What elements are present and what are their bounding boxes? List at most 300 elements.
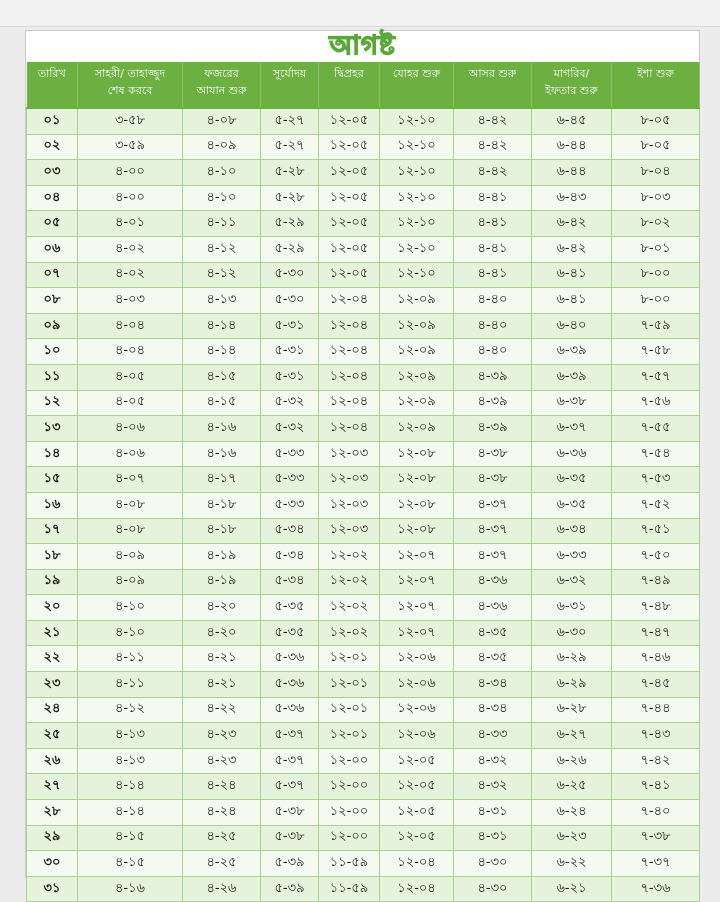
cell-fajr: ৪-২৫ <box>183 825 261 851</box>
cell-date: ১৯ <box>27 569 78 595</box>
cell-isha: ৭-৪৯ <box>612 569 700 595</box>
cell-sunrise: ৫-৩০ <box>261 288 319 314</box>
table-row <box>27 364 700 390</box>
cell-sunrise: ৫-৩২ <box>261 390 319 416</box>
cell-fajr: ৪-০৯ <box>183 134 261 160</box>
cell-sunrise: ৫-৩৬ <box>261 697 319 723</box>
cell-maghrib: ৬-২৯ <box>532 672 612 698</box>
table-row <box>27 262 700 288</box>
cell-sunrise: ৫-৩৭ <box>261 774 319 800</box>
cell-maghrib: ৬-৪০ <box>532 313 612 339</box>
cell-noon: ১২-০২ <box>319 569 380 595</box>
cell-fajr: ৪-১৩ <box>183 288 261 314</box>
cell-dhuhr: ১২-০৭ <box>380 569 454 595</box>
cell-sunrise: ৫-৩৩ <box>261 441 319 467</box>
cell-dhuhr: ১২-০৫ <box>380 774 454 800</box>
cell-fajr: ৪-১৯ <box>183 569 261 595</box>
cell-sehri: ৪-১১ <box>78 672 183 698</box>
cell-dhuhr: ১২-০৯ <box>380 313 454 339</box>
table-row <box>27 134 700 160</box>
cell-asr: ৪-৪১ <box>454 236 532 262</box>
cell-sunrise: ৫-৩৫ <box>261 595 319 621</box>
cell-date: ১১ <box>27 364 78 390</box>
cell-isha: ৭-৪৫ <box>612 672 700 698</box>
cell-sehri: ৪-১৩ <box>78 748 183 774</box>
cell-noon: ১২-০৫ <box>319 236 380 262</box>
table-row <box>27 441 700 467</box>
cell-date: ০৮ <box>27 288 78 314</box>
cell-noon: ১২-০৩ <box>319 441 380 467</box>
cell-isha: ৮-০০ <box>612 288 700 314</box>
cell-sehri: ৪-০৯ <box>78 544 183 570</box>
cell-maghrib: ৬-৩৩ <box>532 544 612 570</box>
cell-sehri: ৪-০৭ <box>78 467 183 493</box>
cell-noon: ১২-০২ <box>319 620 380 646</box>
table-row <box>27 160 700 186</box>
cell-sunrise: ৫-২৭ <box>261 134 319 160</box>
cell-maghrib: ৬-৪৩ <box>532 185 612 211</box>
cell-sehri: ৪-০২ <box>78 236 183 262</box>
cell-maghrib: ৬-৩০ <box>532 620 612 646</box>
cell-noon: ১২-০০ <box>319 774 380 800</box>
cell-date: ১৮ <box>27 544 78 570</box>
cell-asr: ৪-৪২ <box>454 160 532 186</box>
cell-fajr: ৪-২১ <box>183 646 261 672</box>
table-row <box>27 492 700 518</box>
cell-isha: ৭-৫৩ <box>612 467 700 493</box>
cell-sehri: ৪-০৫ <box>78 390 183 416</box>
cell-isha: ৭-৩৬ <box>612 876 700 902</box>
cell-date: ১২ <box>27 390 78 416</box>
cell-isha: ৮-০১ <box>612 236 700 262</box>
cell-isha: ৭-৫৮ <box>612 339 700 365</box>
cell-asr: ৪-৩৯ <box>454 416 532 442</box>
cell-sehri: ৪-০২ <box>78 262 183 288</box>
cell-sehri: ৩-৫৯ <box>78 134 183 160</box>
cell-fajr: ৪-২০ <box>183 595 261 621</box>
cell-sunrise: ৫-৩৯ <box>261 851 319 877</box>
cell-sunrise: ৫-২৮ <box>261 185 319 211</box>
cell-date: ২১ <box>27 620 78 646</box>
cell-isha: ৭-৫৯ <box>612 313 700 339</box>
cell-maghrib: ৬-২৭ <box>532 723 612 749</box>
prayer-time-table <box>26 62 700 902</box>
cell-date: ২২ <box>27 646 78 672</box>
cell-maghrib: ৬-৩৭ <box>532 416 612 442</box>
cell-fajr: ৪-২০ <box>183 620 261 646</box>
cell-date: ০১ <box>27 108 78 134</box>
table-row <box>27 518 700 544</box>
cell-date: ০২ <box>27 134 78 160</box>
cell-sunrise: ৫-২৯ <box>261 236 319 262</box>
cell-sunrise: ৫-৩৪ <box>261 518 319 544</box>
cell-fajr: ৪-২৩ <box>183 748 261 774</box>
cell-date: ১৫ <box>27 467 78 493</box>
cell-sehri: ৪-০৯ <box>78 569 183 595</box>
cell-asr: ৪-৩০ <box>454 876 532 902</box>
cell-dhuhr: ১২-০৫ <box>380 825 454 851</box>
cell-asr: ৪-৩৭ <box>454 518 532 544</box>
header-date: তারিখ <box>27 62 78 108</box>
cell-sehri: ৪-১১ <box>78 646 183 672</box>
cell-fajr: ৪-১৬ <box>183 441 261 467</box>
cell-fajr: ৪-২৬ <box>183 876 261 902</box>
cell-fajr: ৪-১০ <box>183 160 261 186</box>
cell-date: ১৪ <box>27 441 78 467</box>
cell-sunrise: ৫-৩৩ <box>261 467 319 493</box>
cell-maghrib: ৬-৪২ <box>532 211 612 237</box>
cell-maghrib: ৬-৩১ <box>532 595 612 621</box>
cell-asr: ৪-৩৫ <box>454 646 532 672</box>
cell-sunrise: ৫-৩৩ <box>261 492 319 518</box>
table-row <box>27 185 700 211</box>
cell-isha: ৭-৪৬ <box>612 646 700 672</box>
cell-asr: ৪-৪১ <box>454 262 532 288</box>
cell-date: ০৩ <box>27 160 78 186</box>
cell-fajr: ৪-২৪ <box>183 774 261 800</box>
cell-date: ২৯ <box>27 825 78 851</box>
cell-date: ০৭ <box>27 262 78 288</box>
cell-asr: ৪-৩৭ <box>454 492 532 518</box>
cell-dhuhr: ১২-০৭ <box>380 595 454 621</box>
cell-date: ২৪ <box>27 697 78 723</box>
header-isha: ইশা শুরু <box>612 62 700 108</box>
table-row <box>27 467 700 493</box>
cell-sunrise: ৫-৩৪ <box>261 569 319 595</box>
cell-sehri: ৪-০৪ <box>78 339 183 365</box>
cell-dhuhr: ১২-১০ <box>380 236 454 262</box>
cell-dhuhr: ১২-১০ <box>380 262 454 288</box>
cell-asr: ৪-৩২ <box>454 774 532 800</box>
cell-isha: ৭-৪০ <box>612 800 700 826</box>
table-row <box>27 544 700 570</box>
cell-noon: ১২-০৩ <box>319 467 380 493</box>
cell-date: ০৬ <box>27 236 78 262</box>
cell-sunrise: ৫-৩৯ <box>261 876 319 902</box>
cell-noon: ১২-০১ <box>319 646 380 672</box>
cell-dhuhr: ১২-০৬ <box>380 646 454 672</box>
cell-date: ১০ <box>27 339 78 365</box>
cell-date: ৩১ <box>27 876 78 902</box>
cell-isha: ৭-৫৫ <box>612 416 700 442</box>
cell-dhuhr: ১২-০৭ <box>380 620 454 646</box>
cell-fajr: ৪-১২ <box>183 262 261 288</box>
header-asr: আসর শুরু <box>454 62 532 108</box>
table-row <box>27 697 700 723</box>
cell-fajr: ৪-১৫ <box>183 390 261 416</box>
header-maghrib: মাগরিব/ ইফতার শুরু <box>532 62 612 108</box>
cell-isha: ৭-৫০ <box>612 544 700 570</box>
cell-noon: ১২-০০ <box>319 825 380 851</box>
cell-date: ০৯ <box>27 313 78 339</box>
cell-noon: ১২-০১ <box>319 723 380 749</box>
cell-fajr: ৪-২৩ <box>183 723 261 749</box>
cell-maghrib: ৬-৪২ <box>532 236 612 262</box>
header-fajr: ফজরের আযান শুরু <box>183 62 261 108</box>
cell-maghrib: ৬-৪৫ <box>532 108 612 134</box>
cell-noon: ১২-০৫ <box>319 185 380 211</box>
cell-isha: ৮-০৫ <box>612 108 700 134</box>
cell-asr: ৪-৩৯ <box>454 364 532 390</box>
cell-sehri: ৪-১৬ <box>78 876 183 902</box>
cell-fajr: ৪-১০ <box>183 185 261 211</box>
cell-noon: ১১-৫৯ <box>319 876 380 902</box>
cell-sunrise: ৫-৩৬ <box>261 672 319 698</box>
table-row <box>27 313 700 339</box>
cell-noon: ১২-০০ <box>319 800 380 826</box>
cell-asr: ৪-৩২ <box>454 748 532 774</box>
cell-sehri: ৪-০৫ <box>78 364 183 390</box>
cell-maghrib: ৬-২৮ <box>532 697 612 723</box>
cell-asr: ৪-৩১ <box>454 825 532 851</box>
cell-fajr: ৪-১৮ <box>183 492 261 518</box>
cell-isha: ৭-৫৪ <box>612 441 700 467</box>
cell-maghrib: ৬-২৩ <box>532 825 612 851</box>
table-row <box>27 236 700 262</box>
cell-sehri: ৪-০০ <box>78 160 183 186</box>
cell-noon: ১২-০০ <box>319 748 380 774</box>
cell-fajr: ৪-১৭ <box>183 467 261 493</box>
table-row <box>27 876 700 902</box>
cell-dhuhr: ১২-০৪ <box>380 876 454 902</box>
cell-dhuhr: ১২-০৮ <box>380 441 454 467</box>
table-row <box>27 851 700 877</box>
cell-noon: ১২-০৫ <box>319 262 380 288</box>
cell-fajr: ৪-১২ <box>183 236 261 262</box>
cell-noon: ১২-০১ <box>319 672 380 698</box>
cell-sehri: ৪-১৩ <box>78 723 183 749</box>
cell-noon: ১২-০২ <box>319 544 380 570</box>
table-row <box>27 672 700 698</box>
cell-asr: ৪-৩৫ <box>454 620 532 646</box>
cell-dhuhr: ১২-০৫ <box>380 748 454 774</box>
cell-isha: ৮-০৩ <box>612 185 700 211</box>
table-row <box>27 108 700 134</box>
cell-sunrise: ৫-৩১ <box>261 313 319 339</box>
cell-maghrib: ৬-২৬ <box>532 748 612 774</box>
document-page <box>25 30 700 896</box>
cell-sehri: ৪-০৪ <box>78 313 183 339</box>
cell-isha: ৭-৫৭ <box>612 364 700 390</box>
cell-isha: ৭-৫৬ <box>612 390 700 416</box>
cell-maghrib: ৬-৩২ <box>532 569 612 595</box>
cell-maghrib: ৬-৩৫ <box>532 467 612 493</box>
table-row <box>27 390 700 416</box>
cell-sehri: ৪-১৪ <box>78 774 183 800</box>
cell-sunrise: ৫-২৯ <box>261 211 319 237</box>
cell-maghrib: ৬-৪১ <box>532 288 612 314</box>
cell-dhuhr: ১২-০৮ <box>380 467 454 493</box>
cell-fajr: ৪-২৫ <box>183 851 261 877</box>
cell-dhuhr: ১২-০৬ <box>380 672 454 698</box>
cell-fajr: ৪-১১ <box>183 211 261 237</box>
cell-fajr: ৪-২৪ <box>183 800 261 826</box>
cell-fajr: ৪-২১ <box>183 672 261 698</box>
cell-asr: ৪-৩৮ <box>454 467 532 493</box>
cell-date: ১৬ <box>27 492 78 518</box>
cell-noon: ১২-০৫ <box>319 160 380 186</box>
cell-sehri: ৪-০১ <box>78 211 183 237</box>
cell-date: ০৫ <box>27 211 78 237</box>
cell-sunrise: ৫-৩০ <box>261 262 319 288</box>
cell-fajr: ৪-১৪ <box>183 339 261 365</box>
viewer-top-bar <box>0 0 720 27</box>
cell-noon: ১১-৫৯ <box>319 851 380 877</box>
header-sehri: সাহরী/ তাহাজ্জুদ শেষ করবে <box>78 62 183 108</box>
cell-isha: ৭-৩৭ <box>612 851 700 877</box>
cell-date: ২০ <box>27 595 78 621</box>
cell-asr: ৪-৩৭ <box>454 544 532 570</box>
cell-date: ১৩ <box>27 416 78 442</box>
cell-sunrise: ৫-৩১ <box>261 364 319 390</box>
cell-asr: ৪-৩৮ <box>454 441 532 467</box>
table-row <box>27 825 700 851</box>
cell-asr: ৪-৪১ <box>454 211 532 237</box>
table-row <box>27 620 700 646</box>
cell-dhuhr: ১২-০৭ <box>380 544 454 570</box>
cell-maghrib: ৬-৩৯ <box>532 364 612 390</box>
cell-sehri: ৪-১০ <box>78 595 183 621</box>
table-row <box>27 569 700 595</box>
cell-sehri: ৪-০০ <box>78 185 183 211</box>
cell-maghrib: ৬-৩৬ <box>532 441 612 467</box>
cell-sehri: ৪-০৬ <box>78 441 183 467</box>
cell-sehri: ৪-১৪ <box>78 800 183 826</box>
cell-dhuhr: ১২-১০ <box>380 108 454 134</box>
cell-dhuhr: ১২-০৯ <box>380 339 454 365</box>
cell-isha: ৭-৪৩ <box>612 723 700 749</box>
cell-isha: ৭-৪৮ <box>612 595 700 621</box>
cell-isha: ৮-০৪ <box>612 160 700 186</box>
cell-noon: ১২-০৪ <box>319 416 380 442</box>
cell-maghrib: ৬-২৪ <box>532 800 612 826</box>
cell-isha: ৭-৫২ <box>612 492 700 518</box>
cell-isha: ৭-৫১ <box>612 518 700 544</box>
cell-noon: ১২-০৪ <box>319 364 380 390</box>
cell-asr: ৪-৪০ <box>454 313 532 339</box>
table-row <box>27 800 700 826</box>
cell-sunrise: ৫-৩৮ <box>261 825 319 851</box>
cell-asr: ৪-৩৯ <box>454 390 532 416</box>
cell-dhuhr: ১২-০৯ <box>380 364 454 390</box>
cell-asr: ৪-৪১ <box>454 185 532 211</box>
cell-maghrib: ৬-২৫ <box>532 774 612 800</box>
cell-sunrise: ৫-৩১ <box>261 339 319 365</box>
cell-sunrise: ৫-৩৪ <box>261 544 319 570</box>
cell-fajr: ৪-১৮ <box>183 518 261 544</box>
cell-fajr: ৪-১৫ <box>183 364 261 390</box>
cell-date: ০৪ <box>27 185 78 211</box>
cell-sunrise: ৫-৩৮ <box>261 800 319 826</box>
cell-sehri: ৪-০৬ <box>78 416 183 442</box>
cell-fajr: ৪-১৬ <box>183 416 261 442</box>
cell-sehri: ৪-০৩ <box>78 288 183 314</box>
header-dhuhr: যোহর শুরু <box>380 62 454 108</box>
cell-date: ৩০ <box>27 851 78 877</box>
cell-isha: ৭-৪৭ <box>612 620 700 646</box>
cell-dhuhr: ১২-০৬ <box>380 723 454 749</box>
cell-fajr: ৪-১৯ <box>183 544 261 570</box>
cell-noon: ১২-০৪ <box>319 339 380 365</box>
cell-dhuhr: ১২-০৮ <box>380 492 454 518</box>
cell-asr: ৪-৪২ <box>454 108 532 134</box>
cell-asr: ৪-৩১ <box>454 800 532 826</box>
cell-isha: ৭-৪১ <box>612 774 700 800</box>
header-noon: দ্বিপ্রহর <box>319 62 380 108</box>
cell-isha: ৭-৪৪ <box>612 697 700 723</box>
cell-maghrib: ৬-৪৪ <box>532 134 612 160</box>
cell-noon: ১২-০২ <box>319 595 380 621</box>
cell-dhuhr: ১২-০৯ <box>380 416 454 442</box>
header-row <box>27 62 700 108</box>
cell-noon: ১২-০৪ <box>319 288 380 314</box>
header-sunrise: সূর্যোদয় <box>261 62 319 108</box>
cell-asr: ৪-৪২ <box>454 134 532 160</box>
cell-sehri: ৪-১২ <box>78 697 183 723</box>
cell-maghrib: ৬-২১ <box>532 876 612 902</box>
table-row <box>27 774 700 800</box>
cell-noon: ১২-০৪ <box>319 390 380 416</box>
cell-maghrib: ৬-৩৫ <box>532 492 612 518</box>
cell-sehri: ৩-৫৮ <box>78 108 183 134</box>
cell-sunrise: ৫-৩৬ <box>261 646 319 672</box>
cell-asr: ৪-৩৩ <box>454 723 532 749</box>
table-row <box>27 416 700 442</box>
cell-noon: ১২-০৫ <box>319 134 380 160</box>
cell-dhuhr: ১২-১০ <box>380 211 454 237</box>
cell-date: ২৮ <box>27 800 78 826</box>
cell-maghrib: ৬-৩৯ <box>532 339 612 365</box>
cell-sehri: ৪-১০ <box>78 620 183 646</box>
cell-asr: ৪-৩৪ <box>454 672 532 698</box>
cell-asr: ৪-৩৬ <box>454 569 532 595</box>
cell-maghrib: ৬-৪৪ <box>532 160 612 186</box>
cell-dhuhr: ১২-০৪ <box>380 851 454 877</box>
cell-maghrib: ৬-৩৮ <box>532 390 612 416</box>
cell-maghrib: ৬-৩৪ <box>532 518 612 544</box>
cell-isha: ৮-০০ <box>612 262 700 288</box>
cell-dhuhr: ১২-০৮ <box>380 518 454 544</box>
cell-dhuhr: ১২-০৯ <box>380 288 454 314</box>
cell-isha: ৭-৪২ <box>612 748 700 774</box>
cell-isha: ৮-০২ <box>612 211 700 237</box>
cell-date: ১৭ <box>27 518 78 544</box>
page-title: আগষ্ট <box>329 31 396 61</box>
cell-asr: ৪-৩৪ <box>454 697 532 723</box>
table-row <box>27 339 700 365</box>
cell-sunrise: ৫-৩৫ <box>261 620 319 646</box>
cell-asr: ৪-৩৬ <box>454 595 532 621</box>
cell-sunrise: ৫-৩২ <box>261 416 319 442</box>
cell-date: ২৬ <box>27 748 78 774</box>
cell-dhuhr: ১২-১০ <box>380 185 454 211</box>
table-row <box>27 211 700 237</box>
cell-sunrise: ৫-৩৭ <box>261 748 319 774</box>
cell-isha: ৭-৩৮ <box>612 825 700 851</box>
cell-dhuhr: ১২-০৬ <box>380 697 454 723</box>
cell-date: ২৭ <box>27 774 78 800</box>
cell-dhuhr: ১২-০৫ <box>380 800 454 826</box>
cell-fajr: ৪-২২ <box>183 697 261 723</box>
cell-sehri: ৪-০৮ <box>78 492 183 518</box>
cell-date: ২৩ <box>27 672 78 698</box>
table-row <box>27 288 700 314</box>
table-row <box>27 595 700 621</box>
cell-maghrib: ৬-২২ <box>532 851 612 877</box>
cell-fajr: ৪-১৪ <box>183 313 261 339</box>
cell-asr: ৪-৪০ <box>454 339 532 365</box>
cell-sehri: ৪-১৫ <box>78 825 183 851</box>
